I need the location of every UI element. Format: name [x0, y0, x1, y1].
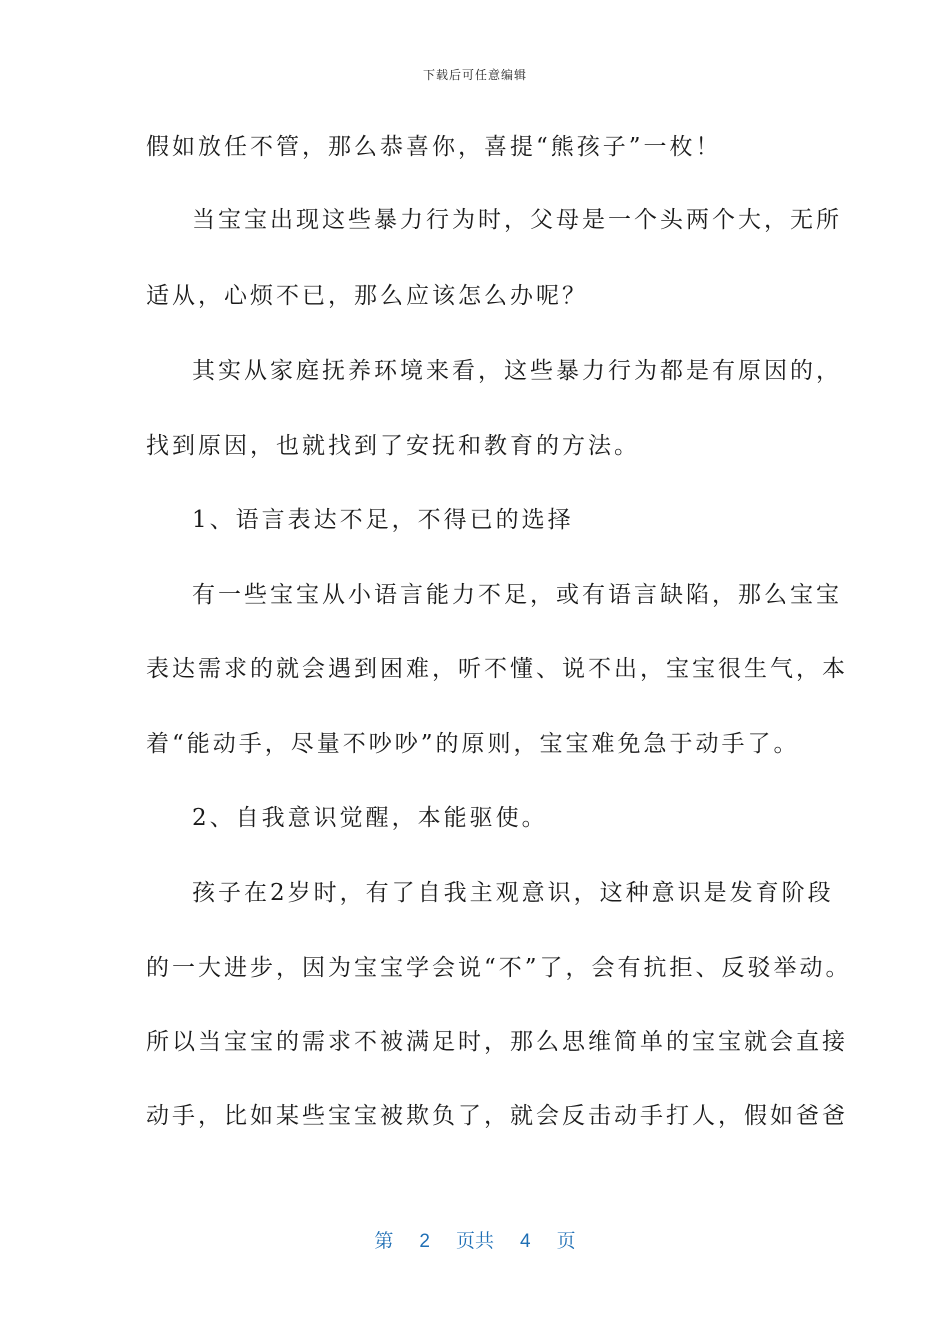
section-heading: 1、语言表达不足，不得已的选择	[192, 507, 574, 533]
body-line: 假如放任不管，那么恭喜你，喜提“熊孩子”一枚！	[146, 134, 722, 160]
body-line: 有一些宝宝从小语言能力不足，或有语言缺陷，那么宝宝	[192, 582, 842, 608]
total-pages-number: 4	[520, 1231, 531, 1252]
body-line: 其实从家庭抚养环境来看，这些暴力行为都是有原因的，	[192, 358, 842, 384]
page-number-footer	[0, 1226, 950, 1253]
section-heading: 2、自我意识觉醒，本能驱使。	[192, 805, 548, 831]
body-line: 适从，心烦不已，那么应该怎么办呢？	[146, 283, 588, 309]
current-page-number: 2	[419, 1231, 430, 1252]
footer-middle: 页共	[455, 1231, 494, 1252]
body-line: 的一大进步，因为宝宝学会说“不”了，会有抗拒、反驳举动。	[146, 955, 852, 981]
body-line: 表达需求的就会遇到困难，听不懂、说不出，宝宝很生气，本	[146, 656, 848, 682]
body-line: 当宝宝出现这些暴力行为时，父母是一个头两个大，无所	[192, 207, 842, 233]
footer-suffix: 页	[556, 1231, 576, 1252]
body-line: 动手，比如某些宝宝被欺负了，就会反击动手打人，假如爸爸	[146, 1103, 848, 1129]
body-line: 所以当宝宝的需求不被满足时，那么思维简单的宝宝就会直接	[146, 1029, 848, 1055]
page-header: 下载后可任意编辑	[422, 68, 527, 82]
body-line: 孩子在2岁时，有了自我主观意识，这种意识是发育阶段	[192, 880, 834, 906]
footer-prefix: 第	[374, 1231, 394, 1252]
body-line: 着“能动手，尽量不吵吵”的原则，宝宝难免急于动手了。	[146, 731, 800, 757]
body-line: 找到原因，也就找到了安抚和教育的方法。	[146, 433, 640, 459]
